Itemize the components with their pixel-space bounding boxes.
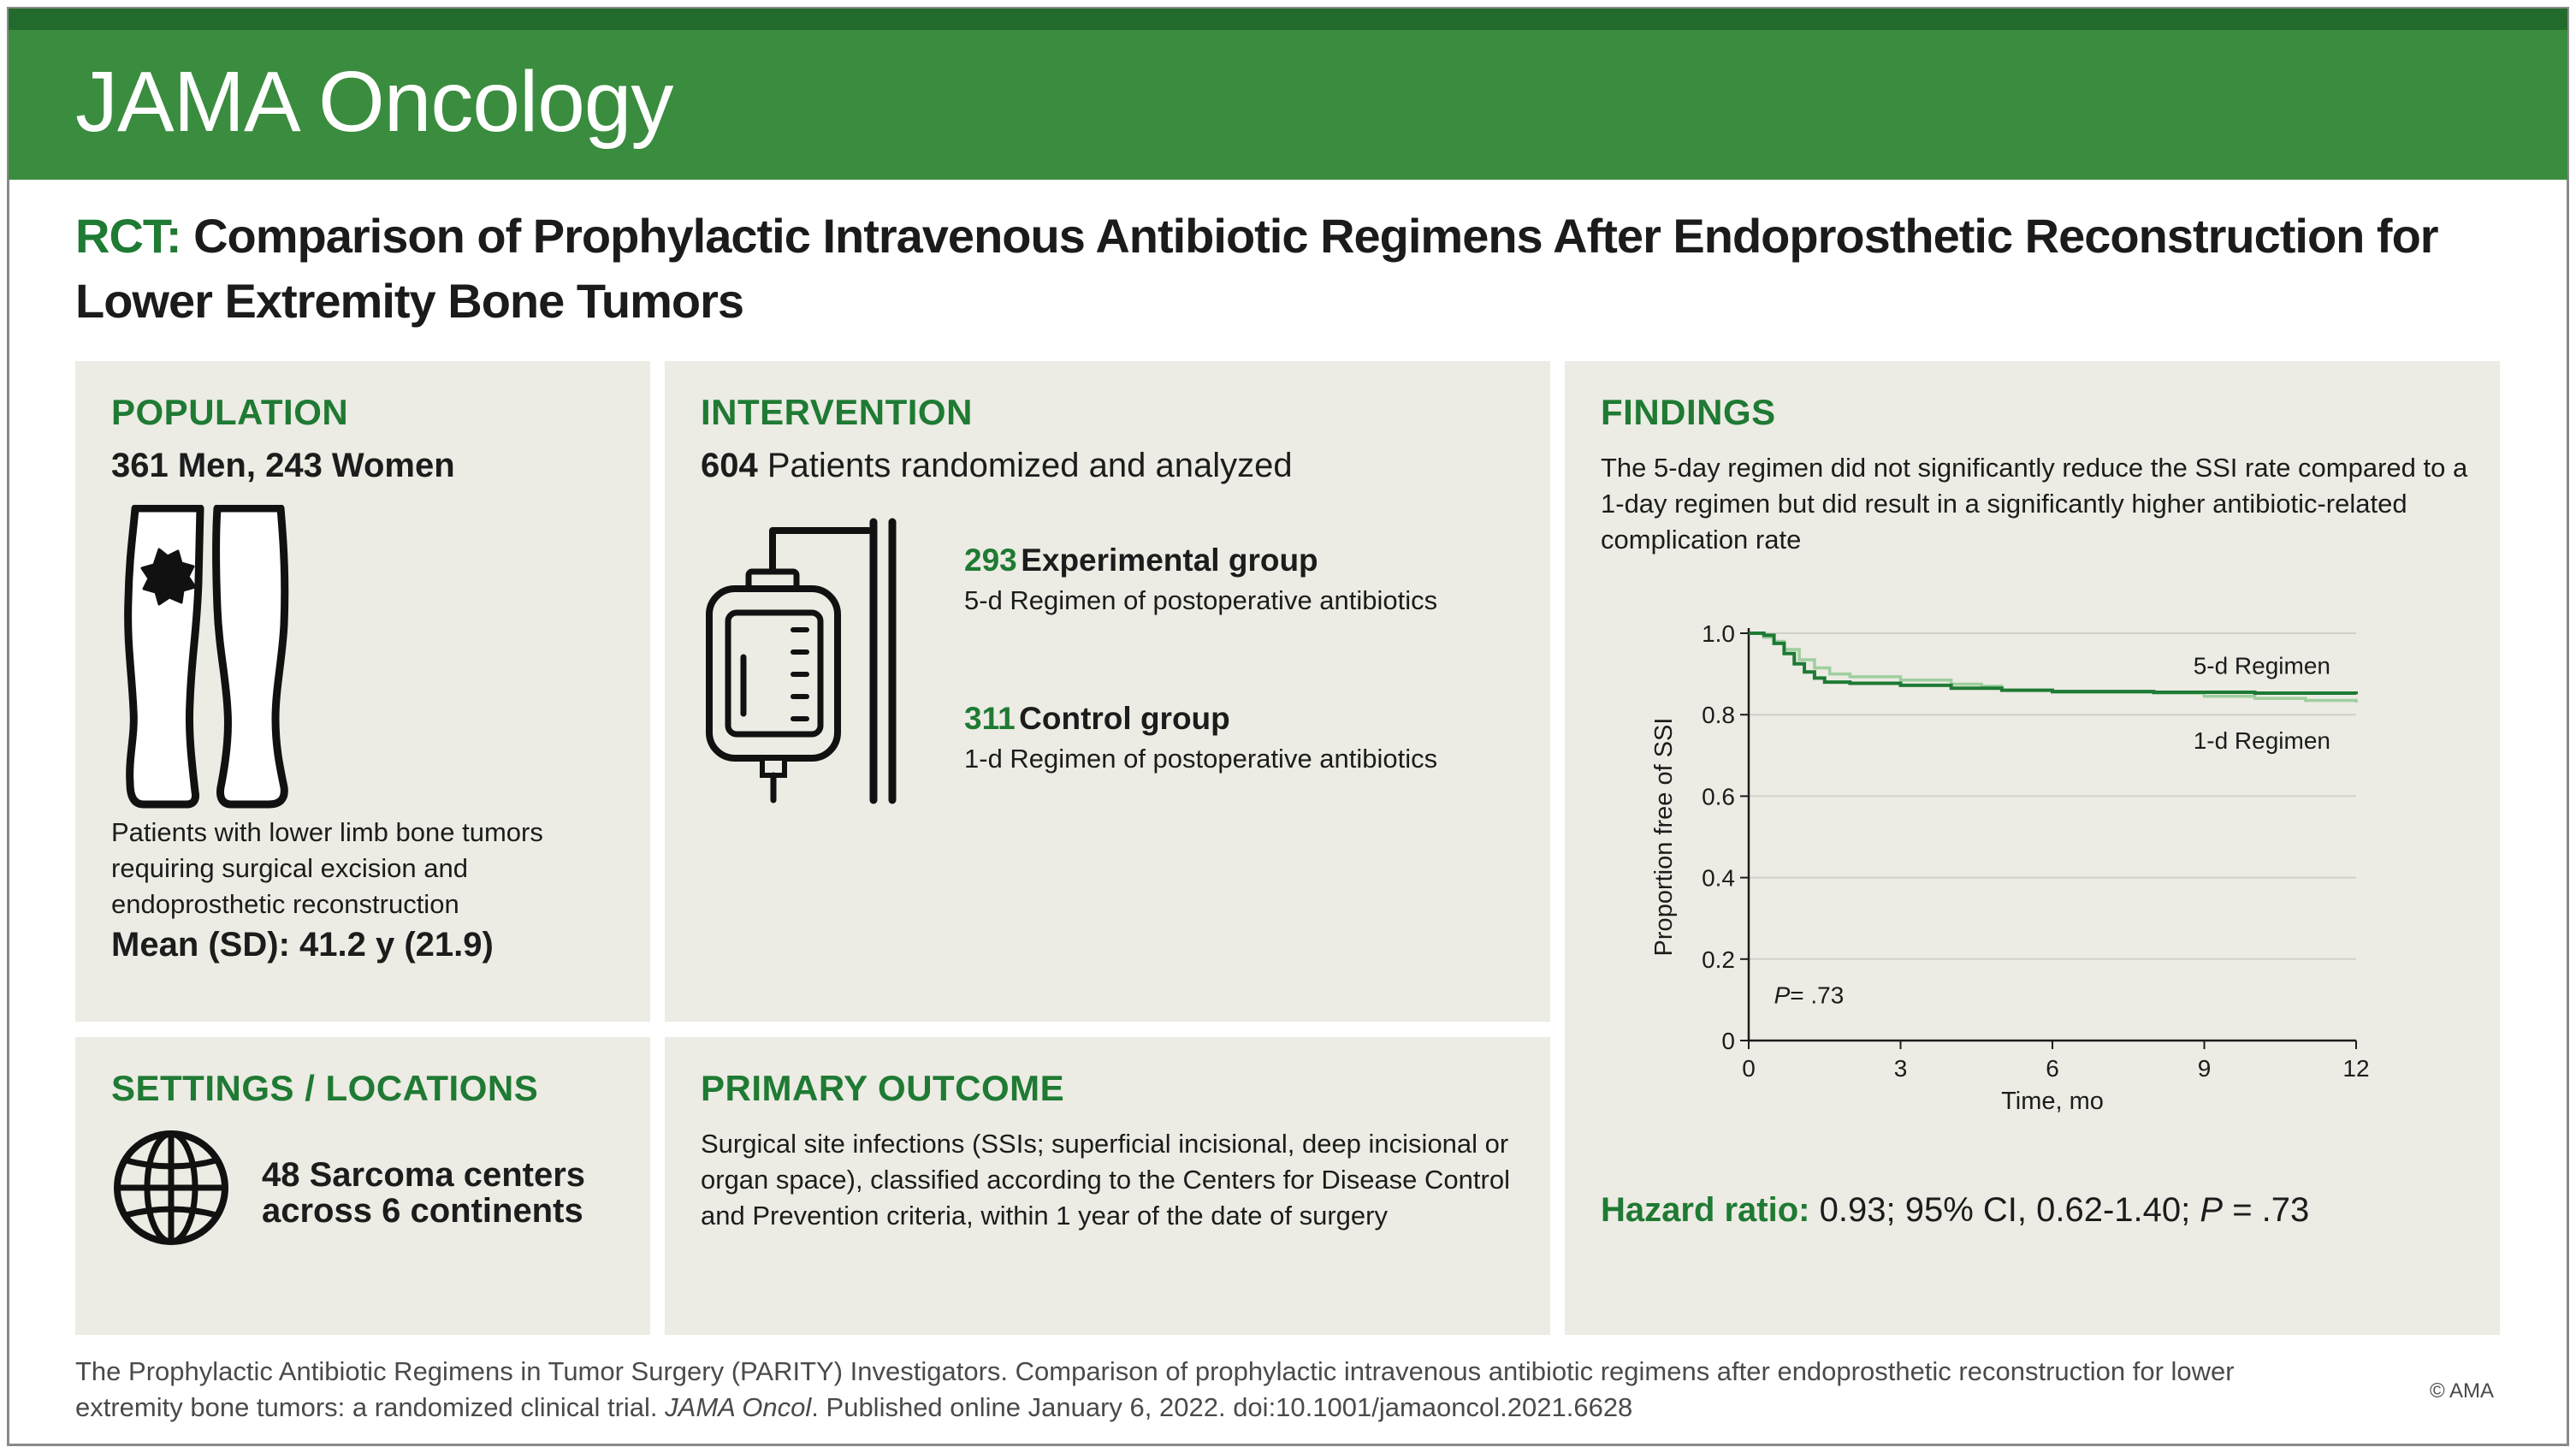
y-tick-label: 0.6 — [1702, 783, 1735, 810]
y-tick-label: 0.4 — [1702, 864, 1735, 892]
control-group-number: 311 — [964, 701, 1016, 736]
findings-panel — [1565, 361, 2500, 1335]
population-panel — [75, 361, 650, 1022]
x-tick-label: 0 — [1742, 1055, 1756, 1082]
y-tick-label: 0 — [1721, 1028, 1735, 1054]
legs-icon — [110, 505, 306, 809]
page-title — [75, 204, 2514, 334]
control-group — [964, 701, 1437, 774]
chart-p-value — [1774, 982, 1845, 1008]
hazard-ratio — [1601, 1191, 2309, 1230]
citation-journal: JAMA Oncol — [665, 1392, 812, 1422]
x-tick-label: 12 — [2342, 1055, 2370, 1082]
citation-details: . Published online January 6, 2022. doi:10.1001/jamaoncol.2021.6628 — [811, 1392, 1633, 1422]
kaplan-meier-chart — [1633, 601, 2403, 1157]
copyright: © AMA — [2430, 1379, 2495, 1403]
findings-heading: FINDINGS — [1601, 392, 1776, 432]
y-tick-label: 1.0 — [1702, 620, 1735, 647]
experimental-group-number: 293 — [964, 543, 1017, 578]
journal-name: JAMA Oncology — [75, 54, 673, 150]
chart-p-label: P — [1774, 982, 1791, 1009]
experimental-group-label: Experimental group — [1021, 543, 1318, 578]
series-label: 5-d Regimen — [2193, 652, 2330, 679]
population-heading: POPULATION — [111, 392, 349, 432]
hazard-ratio-p-value: = .73 — [2232, 1191, 2310, 1229]
y-axis-label: Proportion free of SSI — [1650, 717, 1678, 957]
hazard-ratio-label: Hazard ratio: — [1601, 1191, 1810, 1229]
chart-p-number: = .73 — [1790, 982, 1845, 1009]
x-tick-label: 3 — [1893, 1055, 1908, 1082]
outcome-panel — [665, 1037, 1550, 1335]
experimental-group — [964, 543, 1437, 616]
header-stripe — [9, 9, 2567, 30]
chart-labels — [2194, 652, 2330, 754]
intervention-heading: INTERVENTION — [701, 392, 973, 432]
intervention-total — [701, 447, 1293, 485]
outcome-heading: PRIMARY OUTCOME — [701, 1068, 1065, 1108]
control-group-description: 1-d Regimen of postoperative antibiotics — [964, 744, 1438, 774]
iv-bag-icon — [697, 505, 903, 813]
outcome-text: Surgical site infections (SSIs; superficial incisional, deep incisional or organ space), classified according to the Centers for Disease Control and Prevention criteria, within 1 year of the date of surgery — [701, 1129, 1510, 1231]
hazard-ratio-p-label: P — [2200, 1191, 2224, 1229]
x-tick-label: 9 — [2197, 1055, 2212, 1082]
control-group-label: Control group — [1019, 701, 1230, 736]
settings-heading: SETTINGS / LOCATIONS — [111, 1068, 539, 1108]
intervention-total-number: 604 — [701, 447, 758, 484]
title-tag: RCT: — [75, 209, 181, 263]
x-axis-label: Time, mo — [2001, 1088, 2104, 1115]
settings-panel — [75, 1037, 650, 1335]
citation-text: The Prophylactic Antibiotic Regimens in Tumor Surgery (PARITY) Investigators. Comparison of prophylactic intravenous antibiotic regimens after endoprosthetic reconstruction for lower extremity bone tumors: a randomized clinical trial. — [75, 1356, 2235, 1422]
settings-text: 48 Sarcoma centers across 6 continents — [262, 1156, 586, 1230]
population-description: Patients with lower limb bone tumors requiring surgical excision and endoprosthetic reconstruction — [111, 817, 543, 919]
globe-icon — [111, 1128, 231, 1248]
intervention-panel — [665, 361, 1550, 1022]
series-label: 1-d Regimen — [2193, 726, 2330, 754]
citation — [75, 1354, 2317, 1426]
hazard-ratio-value: 0.93; 95% CI, 0.62-1.40; — [1819, 1191, 2191, 1229]
experimental-group-description: 5-d Regimen of postoperative antibiotics — [964, 585, 1438, 615]
y-tick-label: 0.8 — [1702, 702, 1735, 729]
y-tick-label: 0.2 — [1702, 946, 1735, 973]
population-count: 361 Men, 243 Women — [111, 447, 455, 484]
findings-text: The 5-day regimen did not significantly reduce the SSI rate compared to a 1-day regimen but did result in a significantly higher antibiotic-related complication rate — [1601, 453, 2468, 555]
journal-header — [9, 9, 2567, 180]
intervention-total-text: Patients randomized and analyzed — [767, 447, 1293, 484]
population-mean-age: Mean (SD): 41.2 y (21.9) — [111, 926, 494, 964]
title-text: Comparison of Prophylactic Intravenous Antibiotic Regimens After Endoprosthetic Reconstruction for Lower Extremity Bone Tumors — [75, 209, 2438, 328]
x-tick-label: 6 — [2046, 1055, 2059, 1082]
